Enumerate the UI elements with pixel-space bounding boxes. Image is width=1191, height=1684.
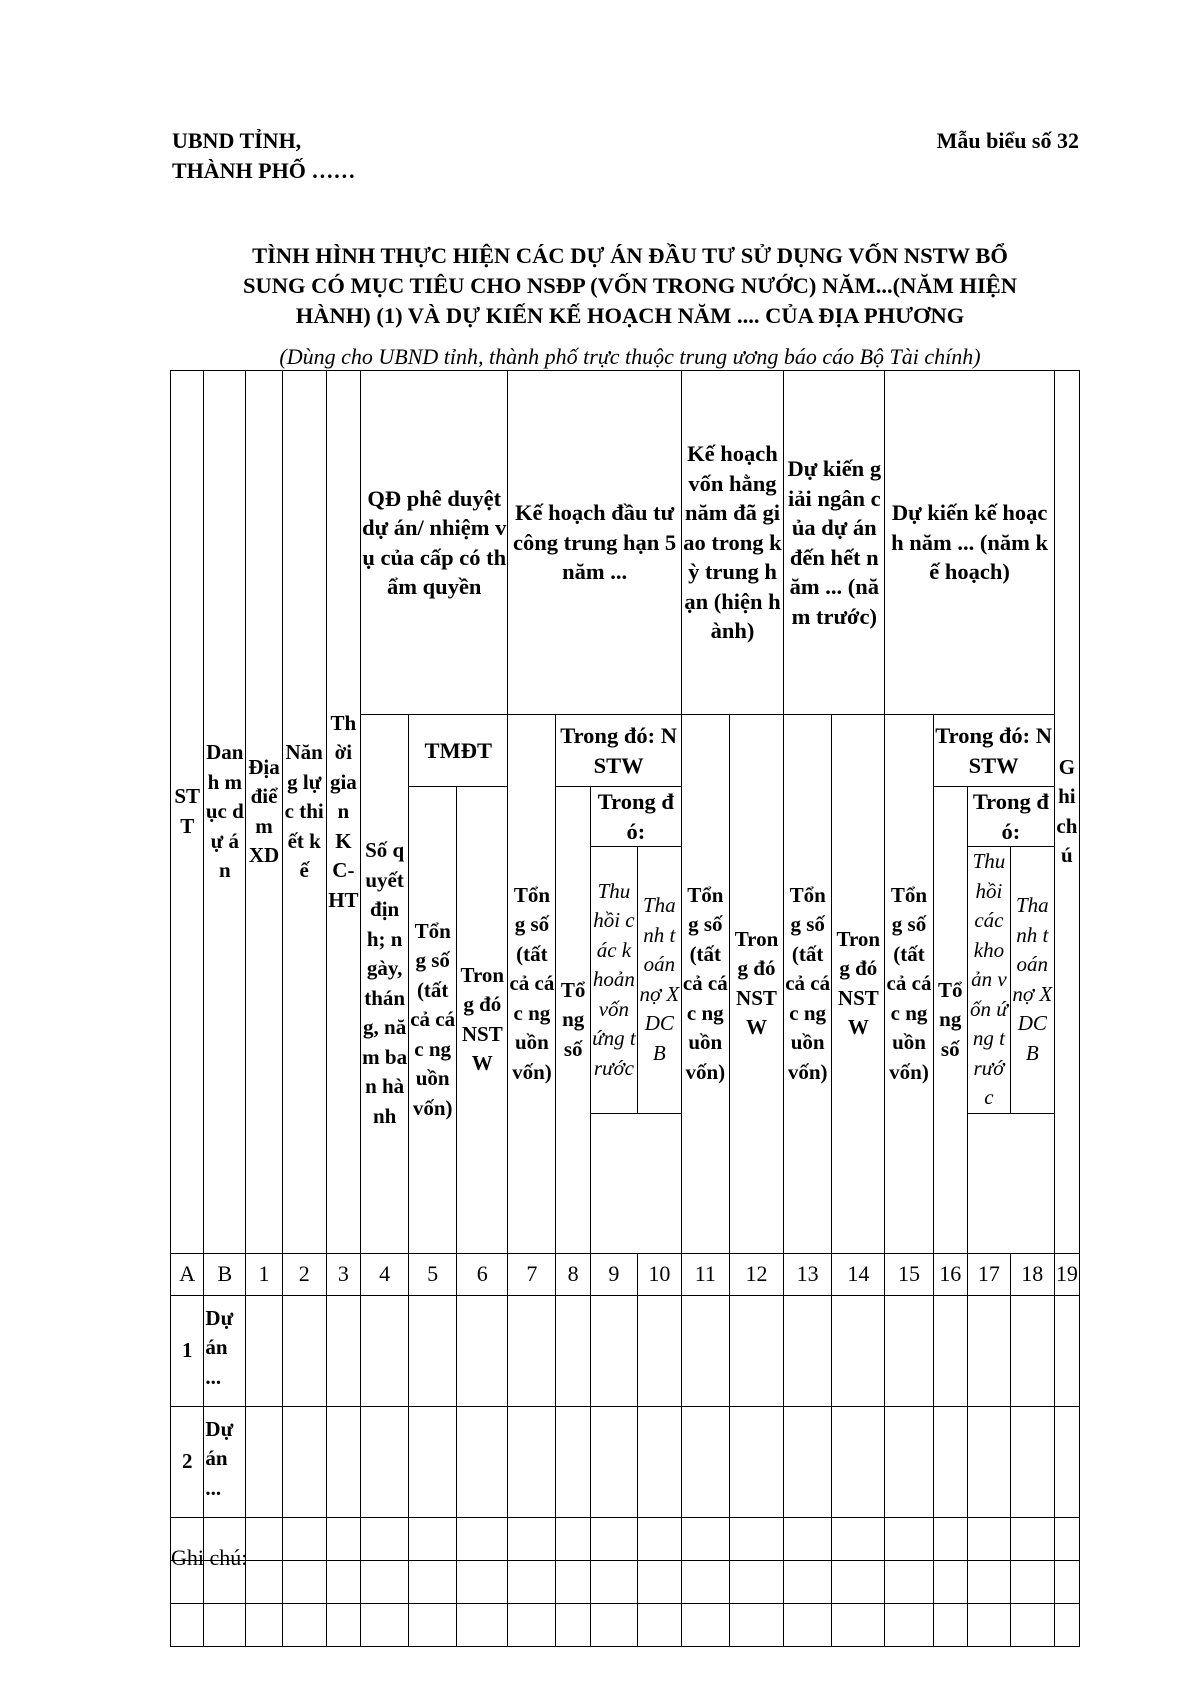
col-dia-diem: Địa điểm XD <box>246 371 283 1254</box>
tmdt-tong-so: Tổng số (tất cả các nguồn vốn) <box>409 787 457 1254</box>
issuing-authority <box>172 126 355 186</box>
col-so-quyet-dinh: Số quyết định; ngày, tháng, năm ban hành <box>361 715 409 1254</box>
row-stt: 1 <box>171 1295 204 1406</box>
report-title <box>160 241 1100 331</box>
footnote-label: Ghi chú: <box>171 1545 248 1570</box>
dkkh-tong-so: Tổng số (tất cả các nguồn vốn) <box>885 715 933 1254</box>
index-cell: 1 <box>246 1253 283 1295</box>
col-nang-luc: Năng lực thiết kế <box>282 371 326 1254</box>
index-cell: 7 <box>508 1253 556 1295</box>
grp-du-kien-giai-ngan: Dự kiến giải ngân của dự án đến hết năm ... (năm trước) <box>784 371 885 715</box>
index-cell: 12 <box>729 1253 783 1295</box>
empty-row <box>171 1560 1080 1603</box>
khv-trong-do-nstw: Trong đó NSTW <box>729 715 783 1254</box>
col-danh-muc: Danh mục dự án <box>204 371 246 1254</box>
empty-row <box>171 1517 1080 1560</box>
khdt-nstw-tong-so: Tổng số <box>556 787 590 1254</box>
dkkh-trong-do: Trong đó: <box>968 787 1055 847</box>
empty-row <box>171 1603 1080 1646</box>
index-cell: 6 <box>457 1253 508 1295</box>
index-cell: 15 <box>885 1253 933 1295</box>
index-cell: 17 <box>968 1253 1011 1295</box>
index-cell: 9 <box>590 1253 637 1295</box>
index-cell: 5 <box>409 1253 457 1295</box>
row-project-name: Dự án ... <box>204 1406 246 1517</box>
dkkh-thanh-toan: Thanh toán nợ XDCB <box>1010 847 1054 1114</box>
tmdt-header: TMĐT <box>409 715 508 787</box>
table-row <box>171 1295 1080 1406</box>
index-cell: 16 <box>933 1253 967 1295</box>
index-cell: 10 <box>637 1253 681 1295</box>
index-cell: 14 <box>832 1253 885 1295</box>
dkgn-tong-so: Tổng số (tất cả các nguồn vốn) <box>784 715 832 1254</box>
title-line-2: SUNG CÓ MỤC TIÊU CHO NSĐP (VỐN TRONG NƯỚC) NĂM...(NĂM HIỆN <box>243 273 1017 298</box>
dkkh-nstw-tong-so: Tổng số <box>933 787 967 1254</box>
index-cell: 11 <box>681 1253 729 1295</box>
khdt-thu-hoi: Thu hồi các khoản vốn ứng trước <box>590 847 637 1114</box>
grp-ke-hoach-dau-tu: Kế hoạch đầu tư công trung hạn 5 năm ... <box>508 371 681 715</box>
khv-tong-so: Tổng số (tất cả các nguồn vốn) <box>681 715 729 1254</box>
header-row-1 <box>171 371 1080 715</box>
column-index-row <box>171 1253 1080 1295</box>
index-cell: 19 <box>1054 1253 1079 1295</box>
tmdt-trong-do-nstw: Trong đó NSTW <box>457 787 508 1254</box>
index-cell: 2 <box>282 1253 326 1295</box>
index-cell: 18 <box>1010 1253 1054 1295</box>
khdt-tong-so: Tổng số (tất cả các nguồn vốn) <box>508 715 556 1254</box>
table-row <box>171 1406 1080 1517</box>
khdt-thanh-toan: Thanh toán nợ XDCB <box>637 847 681 1114</box>
index-cell: 4 <box>361 1253 409 1295</box>
dkkh-thu-hoi: Thu hồi các khoản vốn ứng trước <box>968 847 1011 1114</box>
khdt-trong-do: Trong đó: <box>590 787 681 847</box>
row-project-name: Dự án ... <box>204 1295 246 1406</box>
report-table <box>170 370 1080 1647</box>
title-line-1: TÌNH HÌNH THỰC HIỆN CÁC DỰ ÁN ĐẦU TƯ SỬ DỤNG VỐN NSTW BỔ <box>252 243 1008 268</box>
col-thoi-gian: Thời gian KC-HT <box>326 371 360 1254</box>
col-stt: STT <box>171 371 204 1254</box>
index-cell: 13 <box>784 1253 832 1295</box>
dkkh-trong-do-nstw: Trong đó: NSTW <box>933 715 1054 787</box>
row-stt: 2 <box>171 1406 204 1517</box>
authority-line-1: UBND TỈNH, <box>172 128 302 153</box>
grp-du-kien-ke-hoach: Dự kiến kế hoạch năm ... (năm kế hoạch) <box>885 371 1054 715</box>
khdt-trong-do-nstw: Trong đó: NSTW <box>556 715 681 787</box>
col-ghi-chu: Ghi chú <box>1054 371 1079 1254</box>
index-cell: 8 <box>556 1253 590 1295</box>
title-line-3: HÀNH) (1) VÀ DỰ KIẾN KẾ HOẠCH NĂM .... CỦA ĐỊA PHƯƠNG <box>295 303 965 328</box>
index-cell: B <box>204 1253 246 1295</box>
report-subtitle: (Dùng cho UBND tỉnh, thành phố trực thuộc trung ương báo cáo Bộ Tài chính) <box>279 344 981 369</box>
grp-qd-phe-duyet: QĐ phê duyệt dự án/ nhiệm vụ của cấp có thẩm quyền <box>361 371 508 715</box>
grp-ke-hoach-von: Kế hoạch vốn hằng năm đã giao trong kỳ trung hạn (hiện hành) <box>681 371 783 715</box>
index-cell: A <box>171 1253 204 1295</box>
form-number: Mẫu biểu số 32 <box>936 128 1079 153</box>
dkgn-trong-do-nstw: Trong đó NSTW <box>832 715 885 1254</box>
index-cell: 3 <box>326 1253 360 1295</box>
authority-line-2: THÀNH PHỐ …… <box>172 158 356 183</box>
